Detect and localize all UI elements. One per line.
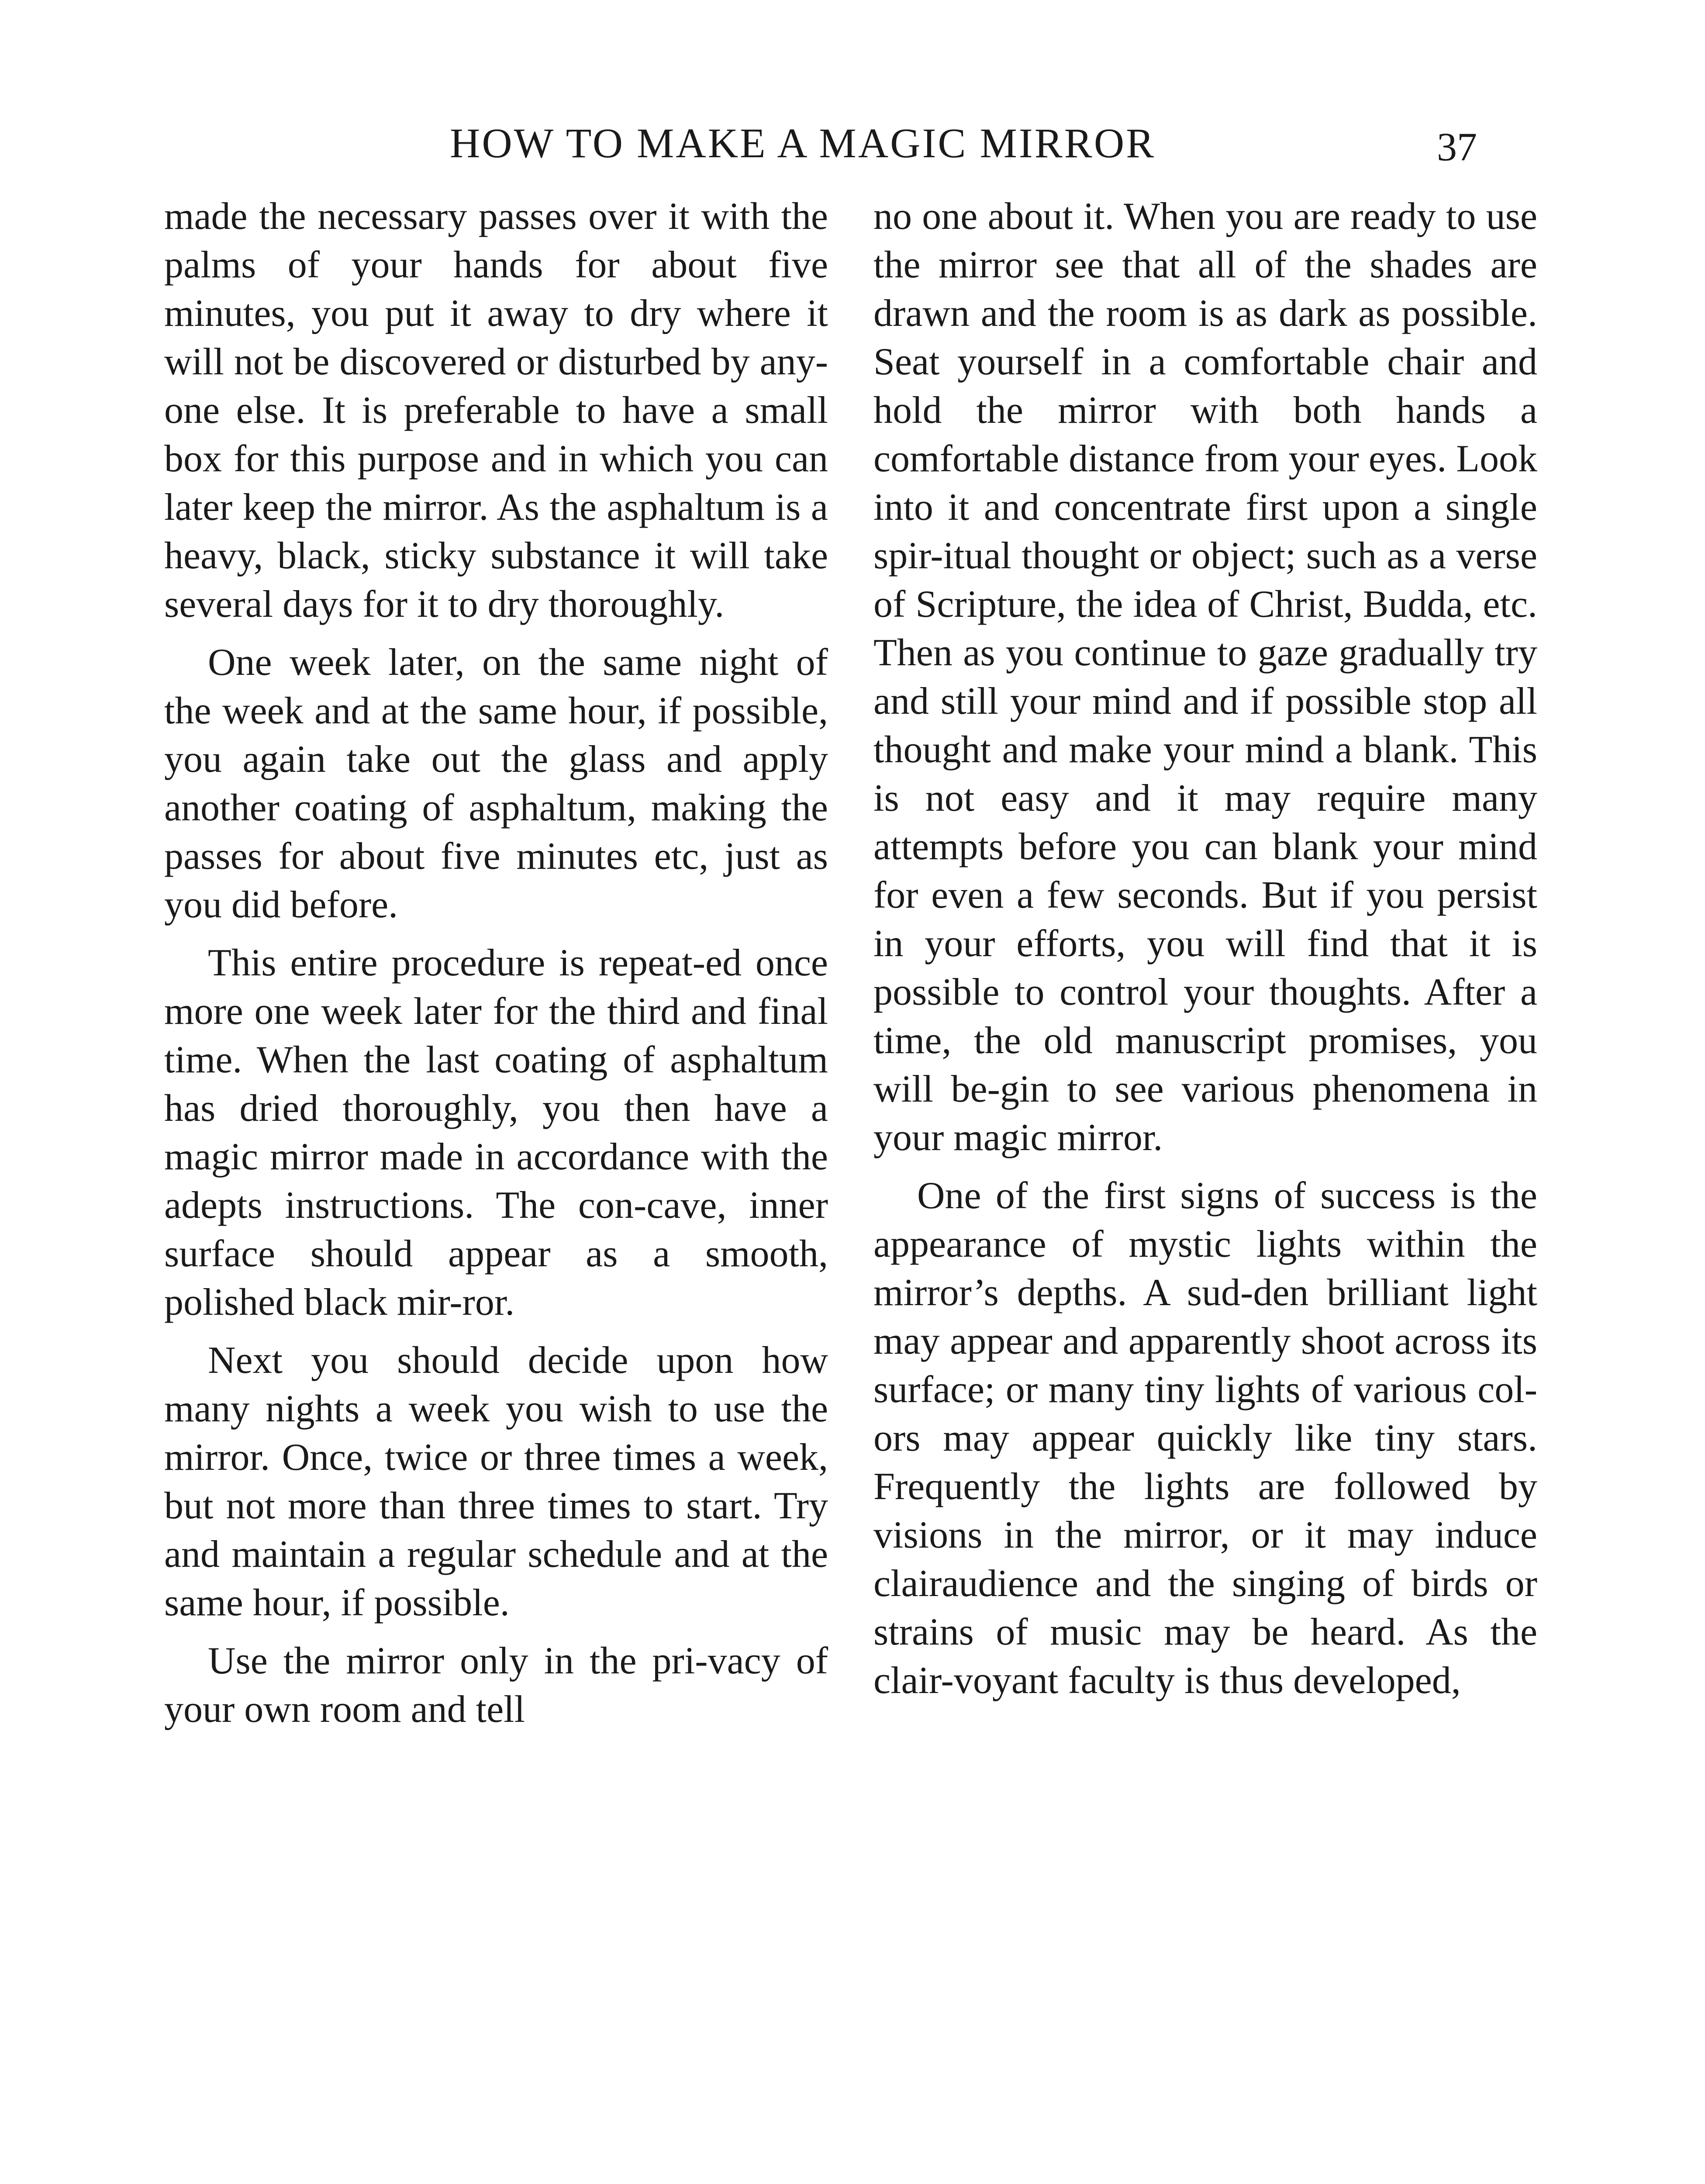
paragraph: Next you should decide upon how many nights a week you wish to use the mirror. Once, twice or three times a week, but not more than three times to start. Try and maintain a regular schedule and at the same hour, if possible. bbox=[164, 1339, 828, 1624]
right-column bbox=[873, 192, 1537, 1714]
paragraph: made the necessary passes over it with the palms of your hands for about five minutes, you put it away to dry where it will not be discovered or disturbed by any-one else. It is preferable to have a small box for this purpose and in which you can later keep the mirror. As the asphaltum is a heavy, black, sticky substance it will take several days for it to dry thoroughly. bbox=[164, 195, 828, 625]
text-columns bbox=[0, 192, 1705, 2145]
paragraph: no one about it. When you are ready to use the mirror see that all of the shades are drawn and the room is as dark as possible. Seat yourself in a comfortable chair and hold the mirror with both hands a comfortable distance from your eyes. Look into it and concentrate first upon a single spir-itual thought or object; such as a verse of Scripture, the idea of Christ, Budda, etc. Then as you continue to gaze gradually try and still your mind and if possible stop all thought and make your mind a blank. This is not easy and it may require many attempts before you can blank your mind for even a few seconds. But if you persist in your efforts, you will find that it is possible to control your thoughts. After a time, the old manuscript promises, you will be-gin to see various phenomena in your magic mirror. bbox=[873, 195, 1537, 1159]
running-title: HOW TO MAKE A MAGIC MIRROR bbox=[450, 120, 1156, 166]
left-column bbox=[164, 192, 828, 1743]
paragraph: One week later, on the same night of the week and at the same hour, if possible, you again take out the glass and apply another coating of asphaltum, making the passes for about five minutes etc, just as you did before. bbox=[164, 641, 828, 926]
page-number: 37 bbox=[1437, 124, 1477, 169]
paragraph: One of the first signs of success is the appearance of mystic lights within the mirror’s depths. A sud-den brilliant light may appear and apparently shoot across its surface; or many tiny lights of various col-ors may appear quickly like tiny stars. Frequently the lights are followed by visions in the mirror, or it may induce clairaudience and the singing of birds or strains of music may be heard. As the clair-voyant faculty is thus developed, bbox=[873, 1175, 1537, 1702]
paragraph: Use the mirror only in the pri-vacy of your own room and tell bbox=[164, 1640, 828, 1731]
paragraph: This entire procedure is repeat-ed once more one week later for the third and final time. When the last coating of asphaltum has dried thoroughly, you then have a magic mirror made in accordance with the adepts instructions. The con-cave, inner surface should appear as a smooth, polished black mir-ror. bbox=[164, 942, 828, 1324]
page-header bbox=[0, 113, 1705, 174]
